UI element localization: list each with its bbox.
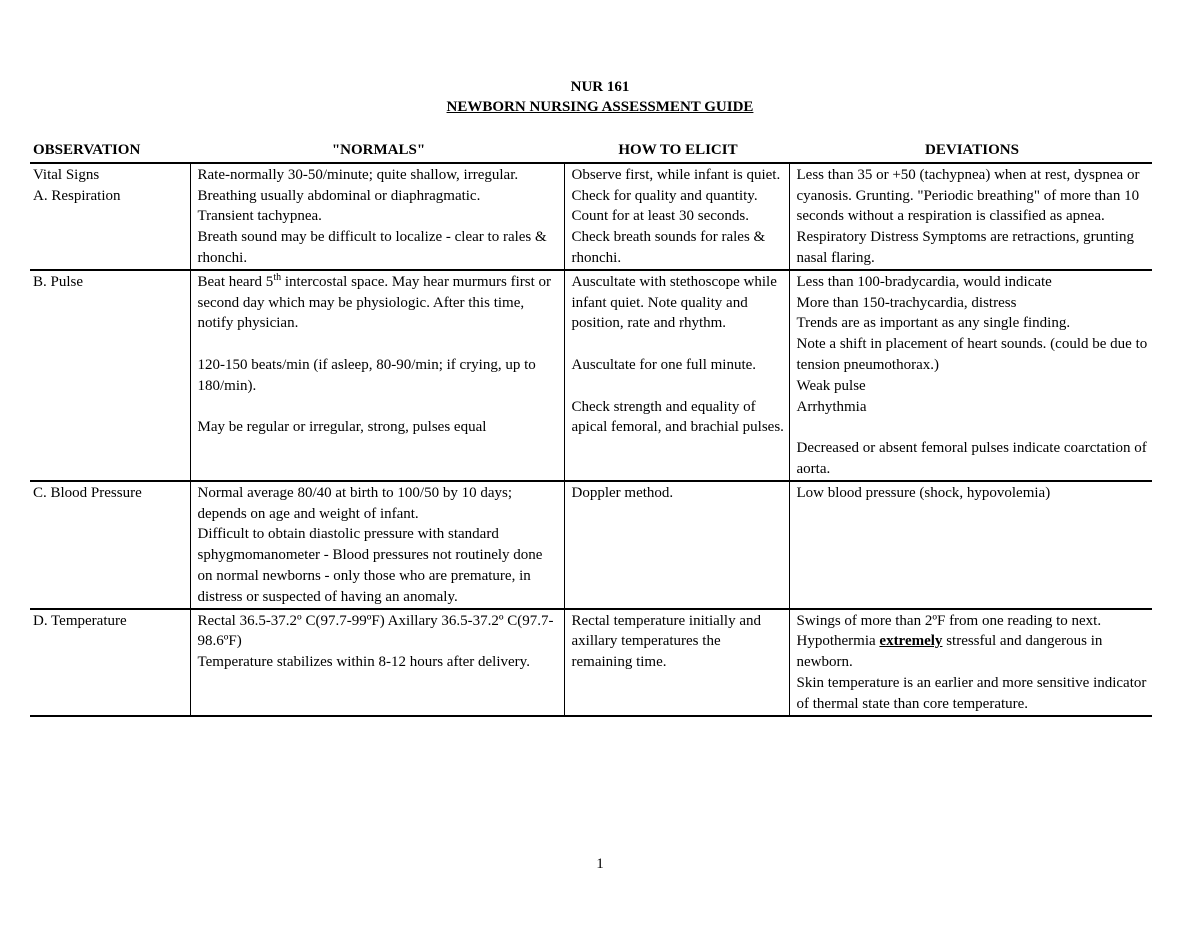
elicit-text: Auscultate with stethoscope while infant quiet. Note quality and position, rate and rhythm. <box>571 273 777 332</box>
observation-label: A. Respiration <box>33 187 121 204</box>
elicit-text: Doppler method. <box>571 484 674 501</box>
cell-how-to-elicit <box>564 163 789 270</box>
superscript-ordinal: th <box>273 271 282 283</box>
cell-normals <box>190 163 564 270</box>
cell-observation <box>30 609 190 716</box>
normal-text: 120-150 beats/min (if asleep, 80-90/min; if crying, up to 180/min). <box>197 356 536 394</box>
cell-observation <box>30 163 190 270</box>
cell-observation <box>30 270 190 481</box>
document-header <box>0 77 1200 117</box>
deviation-text: Respiratory Distress Symptoms are retractions, grunting nasal flaring. <box>796 229 1134 266</box>
normal-text: Temperature stabilizes within 8-12 hours after delivery. <box>197 654 530 671</box>
observation-label: D. Temperature <box>33 612 127 629</box>
normal-text: Rate-normally 30-50/minute; quite shallow, irregular. <box>197 166 519 183</box>
cell-how-to-elicit <box>564 481 789 609</box>
normal-text: Rectal 36.5-37.2º C(97.7-99ºF) Axillary 36.5-37.2º C(97.7-98.6ºF) <box>197 612 554 650</box>
assessment-table <box>30 140 1152 717</box>
cell-deviations <box>789 609 1152 716</box>
cell-normals <box>190 609 564 716</box>
guide-title: NEWBORN NURSING ASSESSMENT GUIDE <box>446 99 754 115</box>
deviation-text: Arrhythmia <box>796 398 867 415</box>
observation-label: B. Pulse <box>33 273 84 290</box>
normal-text: May be regular or irregular, strong, pulses equal <box>197 419 487 436</box>
cell-how-to-elicit <box>564 270 789 481</box>
deviation-text: Note a shift in placement of heart sounds. (could be due to tension pneumothorax.) <box>796 336 1148 373</box>
normal-text: Transient tachypnea. <box>197 208 322 225</box>
cell-deviations <box>789 481 1152 609</box>
elicit-text: Rectal temperature initially and axillary temperatures the remaining time. <box>571 612 762 671</box>
normal-text: Beat heard 5th intercostal space. May hear murmurs first or second day which may be physiologic. After this time, notify physician. <box>197 271 552 332</box>
cell-normals <box>190 270 564 481</box>
deviation-text: Skin temperature is an earlier and more sensitive indicator of thermal state than core temperature. <box>796 674 1147 712</box>
elicit-text: Auscultate for one full minute. <box>571 356 757 373</box>
deviation-text: Hypothermia extremely stressful and dangerous in newborn. <box>796 633 1103 671</box>
column-header-observation: OBSERVATION <box>30 140 190 163</box>
deviation-text: More than 150-trachycardia, distress <box>796 294 1017 311</box>
column-header-normals: "NORMALS" <box>190 140 564 163</box>
elicit-text: Check strength and equality of apical femoral, and brachial pulses. <box>571 398 784 436</box>
normal-text: Breathing usually abdominal or diaphragmatic. <box>197 187 481 204</box>
elicit-text: Observe first, while infant is quiet. <box>571 166 781 183</box>
page-number: 1 <box>596 856 604 872</box>
cell-how-to-elicit <box>564 609 789 716</box>
observation-label: C. Blood Pressure <box>33 484 142 501</box>
elicit-text: Check for quality and quantity. Count for at least 30 seconds. <box>571 187 758 225</box>
cell-normals <box>190 481 564 609</box>
table-row-respiration <box>30 163 1152 270</box>
cell-deviations <box>789 163 1152 270</box>
table-row-temperature <box>30 609 1152 716</box>
deviation-text: Weak pulse <box>796 377 866 394</box>
deviation-text: Low blood pressure (shock, hypovolemia) <box>796 484 1051 501</box>
deviation-text: Decreased or absent femoral pulses indicate coarctation of aorta. <box>796 440 1147 477</box>
deviation-text: Trends are as important as any single finding. <box>796 315 1071 332</box>
emphasis-text: extremely <box>879 633 943 650</box>
table-row-blood-pressure <box>30 481 1152 609</box>
deviation-text: Less than 100-bradycardia, would indicate <box>796 273 1052 290</box>
normal-text: Normal average 80/40 at birth to 100/50 by 10 days; depends on age and weight of infant. <box>197 484 513 522</box>
elicit-text: Check breath sounds for rales & rhonchi. <box>571 229 766 266</box>
deviation-text: Swings of more than 2ºF from one reading to next. <box>796 612 1102 629</box>
cell-deviations <box>789 270 1152 481</box>
deviation-text: Less than 35 or +50 (tachypnea) when at rest, dyspnea or cyanosis. Grunting. "Periodic breathing" of more than 10 seconds without a respiration is classified as apnea. <box>796 166 1140 225</box>
column-header-how-to-elicit: HOW TO ELICIT <box>564 140 789 163</box>
normal-text: Difficult to obtain diastolic pressure with standard sphygmomanometer - Blood pressures not routinely done on normal newborns - only those who are premature, in distress or suspected of having an anomaly. <box>197 526 543 605</box>
normal-text: Breath sound may be difficult to localize - clear to rales & rhonchi. <box>197 229 547 266</box>
cell-observation <box>30 481 190 609</box>
section-label: Vital Signs <box>33 166 100 183</box>
table-header-row <box>30 140 1152 163</box>
column-header-deviations: DEVIATIONS <box>789 140 1152 163</box>
table-row-pulse <box>30 270 1152 481</box>
course-title: NUR 161 <box>570 79 630 95</box>
